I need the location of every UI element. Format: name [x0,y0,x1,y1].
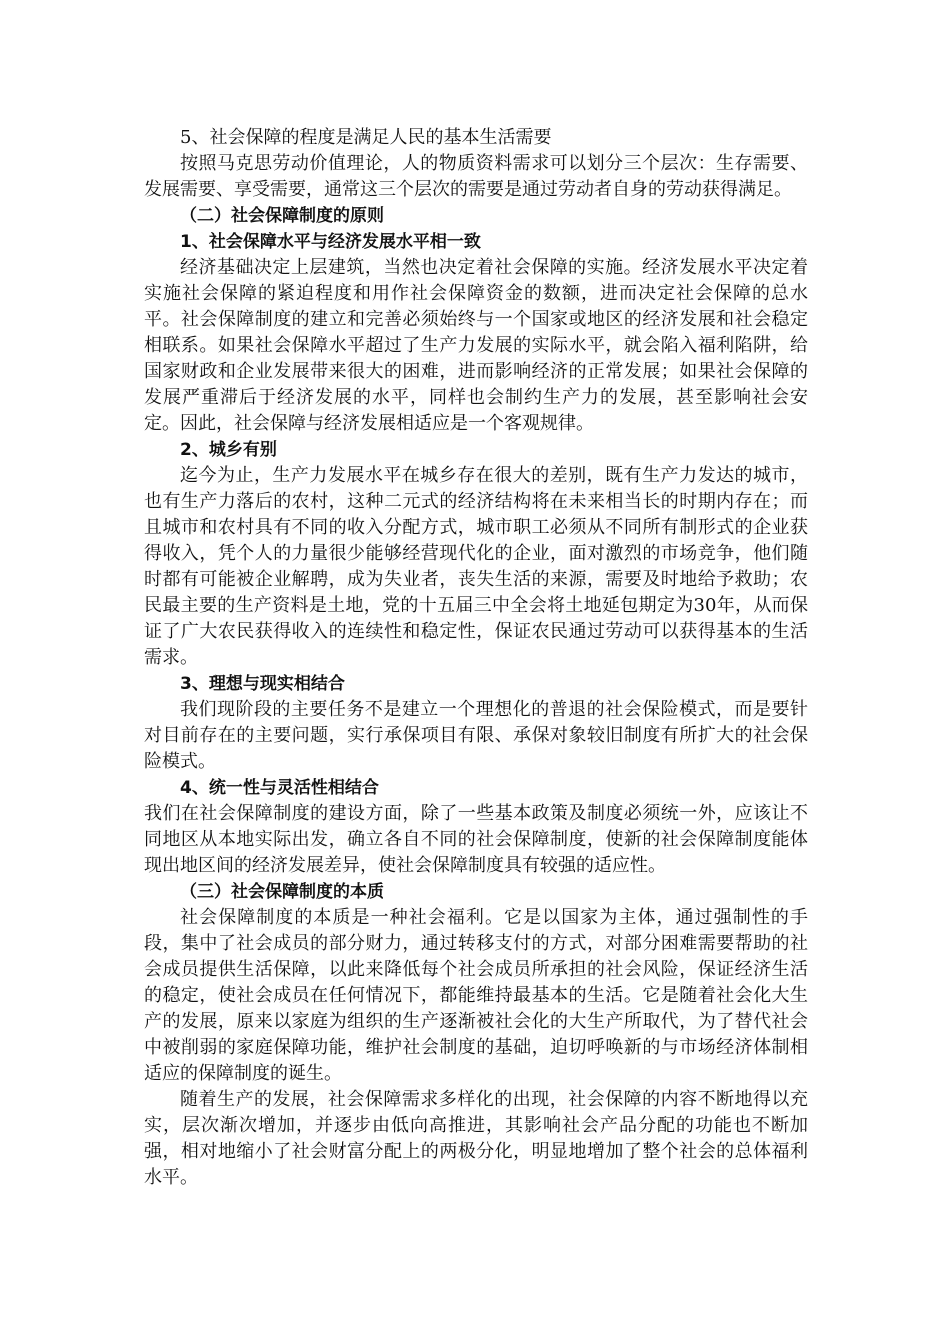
subheading-1: 1、社会保障水平与经济发展水平相一致 [180,232,481,252]
subheading-3: 3、理想与现实相结合 [180,674,345,694]
paragraph-ideal-reality: 我们现阶段的主要任务不是建立一个理想化的普退的社会保险模式，而是要针对目前存在的主要问题，实行承保项目有限、承保对象较旧制度有所扩大的社会保险模式。 [144,699,808,772]
paragraph-essence: 社会保障制度的本质是一种社会福利。它是以国家为主体，通过强制性的手段，集中了社会成员的部分财力，通过转移支付的方式，对部分困难需要帮助的社会成员提供生活保障，以此来降低每个社会成员所承担的社会风险，保证经济生活的稳定，使社会成员在任何情况下，都能维持最基本的生活。它是随着社会化大生产的发展，原来以家庭为组织的生产逐渐被社会化的大生产所取代，为了替代社会中被削弱的家庭保障功能，维护社会制度的基础，迫切呼唤新的与市场经济体制相适应的保障制度的诞生。 [144,907,808,1084]
document-page [144,125,808,1191]
paragraph-economic-basis: 经济基础决定上层建筑，当然也决定着社会保障的实施。经济发展水平决定着实施社会保障的紧迫程度和用作社会保障资金的数额，进而决定社会保障的总水平。社会保障制度的建立和完善必须始终与一个国家或地区的经济发展和社会稳定相联系。如果社会保障水平超过了生产力发展的实际水平，就会陷入福利陷阱，给国家财政和企业发展带来很大的困难，进而影响经济的正常发展；如果社会保障的发展严重滞后于经济发展的水平，同样也会制约生产力的发展，甚至影响社会安定。因此，社会保障与经济发展相适应是一个客观规律。 [144,257,808,434]
subheading-4: 4、统一性与灵活性相结合 [180,778,379,798]
paragraph-urban-rural: 迄今为止，生产力发展水平在城乡存在很大的差别，既有生产力发达的城市，也有生产力落后的农村，这种二元式的经济结构将在未来相当长的时期内存在；而且城市和农村具有不同的收入分配方式，城市职工必须从不同所有制形式的企业获得收入，凭个人的力量很少能够经营现代化的企业，面对激烈的市场竞争，他们随时都有可能被企业解聘，成为失业者，丧失生活的来源，需要及时地给予救助；农民最主要的生产资料是土地，党的十五届三中全会将土地延包期定为30年，从而保证了广大农民获得收入的连续性和稳定性，保证农民通过劳动可以获得基本的生活需求。 [144,465,808,668]
section-heading-5: 5、社会保障的程度是满足人民的基本生活需要 [180,127,552,148]
subheading-2: 2、城乡有别 [180,440,277,460]
paragraph-needs-levels: 按照马克思劳动价值理论，人的物质资料需求可以划分三个层次：生存需要、发展需要、享受需要，通常这三个层次的需要是通过劳动者自身的劳动获得满足。 [144,153,808,200]
paragraph-development: 随着生产的发展，社会保障需求多样化的出现，社会保障的内容不断地得以充实，层次渐次增加，并逐步由低向高推进，其影响社会产品分配的功能也不断加强，相对地缩小了社会财富分配上的两极分化，明显地增加了整个社会的总体福利水平。 [144,1089,808,1188]
section-heading-principles: （二）社会保障制度的原则 [180,206,384,226]
section-heading-essence: （三）社会保障制度的本质 [180,882,384,902]
paragraph-unity-flexibility: 我们在社会保障制度的建设方面，除了一些基本政策及制度必须统一外，应该让不同地区从本地实际出发，确立各自不同的社会保障制度，使新的社会保障制度能体现出地区间的经济发展差异，使社会保障制度具有较强的适应性。 [144,803,808,876]
